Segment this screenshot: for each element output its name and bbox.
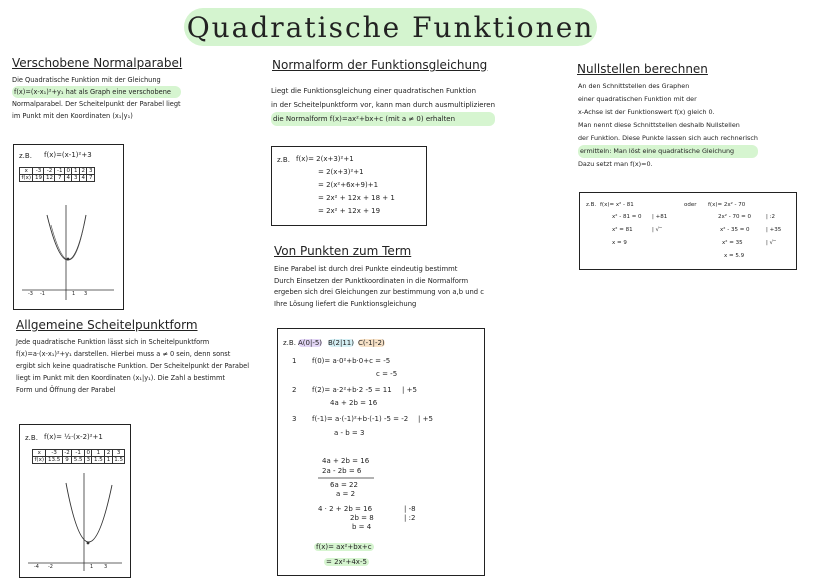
sec5-line: Dazu setzt man f(x)=0. <box>578 160 653 168</box>
sec4-line: Durch Einsetzen der Punktkoordinaten in die Normalform <box>274 276 469 285</box>
table-cell: 3 <box>73 175 78 181</box>
table-cell: 3 <box>86 457 90 463</box>
table-cell: 5.5 <box>73 457 83 463</box>
step-row: = 2x² + 12x + 18 + 1 <box>318 194 395 202</box>
sec1-line: Die Quadratische Funktion mit der Gleichung <box>12 76 161 84</box>
eq-row: f(0)= a·0²+b·0+c = -5 <box>312 357 391 365</box>
sec5-line: der Funktion. Diese Punkte lassen sich auch rechnerisch <box>578 134 758 142</box>
eq-row: f(-1)= a·(-1)²+b·(-1) -5 = -2 <box>312 415 409 423</box>
eq-row: 4a + 2b = 16 <box>330 399 378 407</box>
calc-row: x = 5.9 <box>724 253 745 259</box>
example-box-4 <box>277 328 485 576</box>
table-cell: 4 <box>66 175 70 181</box>
eq-row: f(2)= a·2²+b·2 -5 = 11 <box>312 386 392 394</box>
heading-nullstellen-berechnen: Nullstellen berechnen <box>577 62 708 76</box>
calc-row: f(x)= 2x² - 70 <box>708 202 746 208</box>
eq-row: a - b = 3 <box>334 429 365 437</box>
heading-allgemeine-scheitelpunktform: Allgemeine Scheitelpunktform <box>16 318 198 332</box>
table-cell: -1 <box>56 168 63 174</box>
table-cell: 9 <box>62 457 71 464</box>
example-equation: f(x)= ½·(x-2)²+1 <box>44 433 103 441</box>
system-row: 2a - 2b = 6 <box>322 467 362 475</box>
parabel-graph-2 <box>20 425 130 577</box>
parabel-graph-1 <box>14 145 123 309</box>
axis-tick: 1 <box>72 291 76 297</box>
sec1-line: im Punkt mit den Koordinaten (x₁|y₁) <box>12 112 133 120</box>
calc-op: | √‾ <box>766 240 776 246</box>
example-label: z.B. <box>277 156 290 164</box>
table-cell: 4 <box>81 175 85 181</box>
table-cell: f(x) <box>34 457 44 463</box>
table-cell: 1.5 <box>93 457 103 463</box>
sec5-line: einer quadratischen Funktion mit der <box>578 95 697 103</box>
example-box-5 <box>579 192 797 270</box>
step-row: = 2x² + 12x + 19 <box>318 207 381 215</box>
heading-von-punkten-zum-term: Von Punkten zum Term <box>274 244 412 258</box>
example-label: z.B. <box>586 202 597 208</box>
sec2-line: ergibt sich keine quadratische Funktion. Der Scheitelpunkt der Parabel <box>16 362 250 370</box>
sec4-line: ergeben sich drei Gleichungen zur bestimmung von a,b und c <box>274 288 485 296</box>
table-cell: -2 <box>64 450 70 456</box>
calc-row: x = 9 <box>612 240 627 246</box>
eq-row: c = -5 <box>376 370 398 378</box>
table-cell: 1 <box>106 457 111 463</box>
table-cell: -1 <box>72 450 85 457</box>
point-c: C(-1|-2) <box>358 339 385 347</box>
final-equation: f(x)= ax²+bx+c <box>316 543 372 551</box>
calc-row: x² = 81 <box>612 227 633 233</box>
table-cell: 0 <box>86 450 90 456</box>
sec4-line: Eine Parabel ist durch drei Punkte eindeutig bestimmt <box>274 265 458 273</box>
eq-number: 3 <box>292 415 297 423</box>
sec2-text <box>16 336 249 396</box>
sec4-line: Ihre Lösung liefert die Funktionsgleichung <box>274 299 417 308</box>
eq-op: | +5 <box>402 386 417 394</box>
sec3-text <box>271 84 495 126</box>
table-cell: x <box>20 168 33 175</box>
sec2-line: Jede quadratische Funktion lässt sich in Scheitelpunktform <box>16 338 210 346</box>
sec5-line: An den Schnittstellen des Graphen <box>578 82 690 90</box>
example-label: z.B. <box>283 339 296 347</box>
table-cell: 2 <box>106 450 111 456</box>
heading-normalform: Normalform der Funktionsgleichung <box>272 58 488 72</box>
example-box-3 <box>271 146 427 226</box>
sec2-line: liegt im Punkt mit den Koordinaten (x₁|y₁). Die Zahl a bestimmt <box>16 374 225 382</box>
axis-tick: 3 <box>104 564 108 570</box>
axis-tick: -3 <box>28 291 33 297</box>
step-row: f(x)= 2(x+3)²+1 <box>296 155 354 163</box>
table-cell: 3 <box>88 168 93 174</box>
sec1-line: Normalparabel. Der Scheitelpunkt der Parabel liegt <box>12 100 181 108</box>
calc-row: x² - 35 = 0 <box>720 227 750 233</box>
title-banner <box>184 8 597 46</box>
sec3-line: die Normalform f(x)=ax²+bx+c (mit a ≠ 0) erhalten <box>271 112 495 126</box>
eq-op: | +5 <box>418 415 433 423</box>
example-equation: f(x)=(x-1)²+3 <box>44 151 92 159</box>
table-cell: 1 <box>73 168 78 174</box>
table-cell: 0 <box>66 168 70 174</box>
sec5-line: Man nennt diese Schnittstellen deshalb Nullstellen <box>578 121 740 129</box>
calc-op: | +81 <box>652 214 668 220</box>
calc-op: | +35 <box>766 227 782 233</box>
sec4-text <box>274 264 484 310</box>
axis-tick: -4 <box>34 564 39 570</box>
sec2-line: f(x)=a·(x-x₁)²+y₁ darstellen. Hierbei muss a ≠ 0 sein, denn sonst <box>16 350 231 358</box>
sec5-line: ermitteln: Man löst eine quadratische Gleichung <box>578 145 758 158</box>
table-cell: x <box>33 450 46 457</box>
point-b: B(2|11) <box>328 339 354 347</box>
table-cell: 7 <box>88 175 93 181</box>
system-result: a = 2 <box>336 490 356 498</box>
system-row: 4a + 2b = 16 <box>322 457 370 465</box>
heading-verschobene-normalparabel: Verschobene Normalparabel <box>12 56 183 70</box>
table-cell: -2 <box>44 168 55 175</box>
point-a: A(0|-5) <box>298 339 323 347</box>
axis-tick: 3 <box>84 291 88 297</box>
sec1-text <box>12 74 181 122</box>
sec5-line: x-Achse ist der Funktionswert f(x) gleich 0. <box>578 108 715 116</box>
table-cell: 1 <box>92 450 105 457</box>
sub-op: | -8 <box>404 505 416 513</box>
axis-tick: -2 <box>48 564 53 570</box>
example-box-2 <box>19 424 131 578</box>
table-cell: 19 <box>34 175 42 181</box>
calc-op: | :2 <box>766 214 775 220</box>
sub-row: 2b = 8 <box>350 514 374 522</box>
calc-op: | √‾ <box>652 227 662 233</box>
page-title: Quadratische Funktionen <box>186 10 595 44</box>
table-cell: -3 <box>46 450 62 457</box>
final-result: = 2x²+4x-5 <box>326 558 367 566</box>
sub-row: b = 4 <box>352 523 372 531</box>
axis-tick: -1 <box>40 291 45 297</box>
table-cell: -3 <box>33 168 44 175</box>
calc-row: f(x)= x² - 81 <box>600 202 634 208</box>
example-label: z.B. <box>19 152 32 160</box>
table-cell: 13.5 <box>47 457 61 463</box>
example-label: z.B. <box>25 434 38 442</box>
eq-number: 2 <box>292 386 297 394</box>
table-cell: 12 <box>45 175 53 181</box>
sub-op: | :2 <box>404 514 416 522</box>
table-cell: 7 <box>55 175 64 182</box>
eq-number: 1 <box>292 357 297 365</box>
sec3-line: Liegt die Funktionsgleichung einer quadratischen Funktion <box>271 87 477 95</box>
step-row: = 2(x+3)²+1 <box>318 168 364 176</box>
table-cell: f(x) <box>21 175 31 181</box>
step-row: = 2(x²+6x+9)+1 <box>318 181 379 189</box>
sec3-line: in der Scheitelpunktform vor, kann man durch ausmultiplizieren <box>271 101 496 109</box>
example-box-1 <box>13 144 124 310</box>
sec2-line: Form und Öffnung der Parabel <box>16 386 116 394</box>
sec5-text <box>578 80 758 171</box>
sec1-line: f(x)=(x-x₁)²+y₁ hat als Graph eine verschobene <box>12 86 181 98</box>
oder-label: oder <box>684 202 697 208</box>
table-cell: 1.5 <box>114 457 123 463</box>
table-cell: 2 <box>81 168 85 174</box>
calc-row: x² = 35 <box>722 240 743 246</box>
system-sum: 6a = 22 <box>330 481 358 489</box>
calc-row: x² - 81 = 0 <box>612 214 642 220</box>
table-cell: 3 <box>112 450 125 457</box>
sub-row: 4 · 2 + 2b = 16 <box>318 505 373 513</box>
calc-lines <box>278 329 484 575</box>
axis-tick: 1 <box>90 564 94 570</box>
calc-row: 2x² - 70 = 0 <box>718 214 752 220</box>
